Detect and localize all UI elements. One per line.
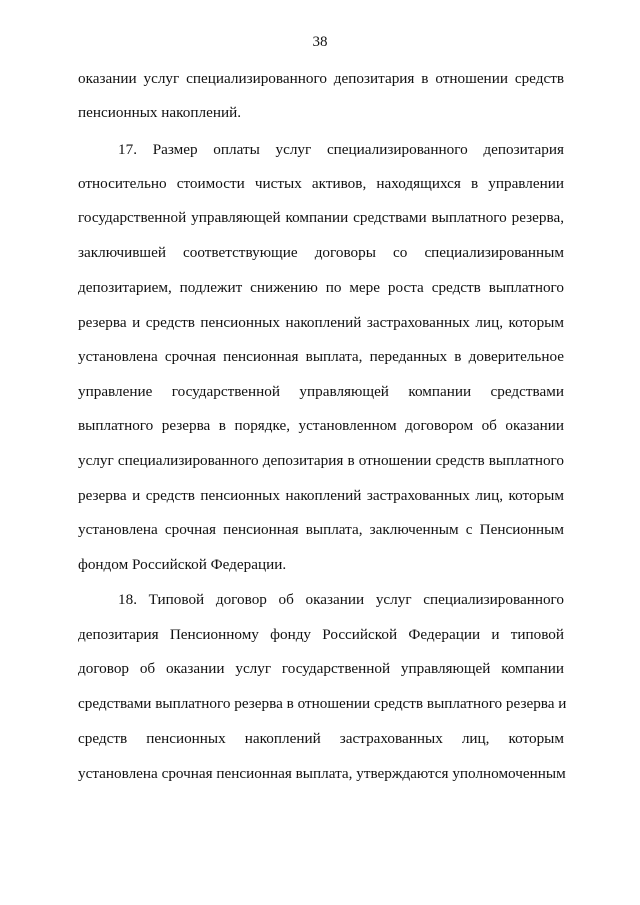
text-line: средств пенсионных накоплений застрахованных лиц, которым <box>78 730 564 747</box>
paragraph-18-first-line: 18. Типовой договор об оказании услуг специализированного <box>118 591 564 608</box>
text-line: пенсионных накоплений. <box>78 104 242 121</box>
text-line: фондом Российской Федерации. <box>78 556 287 573</box>
text-line: относительно стоимости чистых активов, находящихся в управлении <box>78 175 564 192</box>
text-line: оказании услуг специализированного депозитария в отношении средств <box>78 70 564 87</box>
text-line: депозитария Пенсионному фонду Российской Федерации и типовой <box>78 626 564 643</box>
text-line: управление государственной управляющей компании средствами <box>78 383 564 400</box>
text-line: выплатного резерва в порядке, установленном договором об оказании <box>78 417 564 434</box>
text-line: резерва и средств пенсионных накоплений застрахованных лиц, которым <box>78 314 564 331</box>
text-line: установлена срочная пенсионная выплата, переданных в доверительное <box>78 348 564 365</box>
paragraph-17-first-line: 17. Размер оплаты услуг специализированного депозитария <box>118 141 564 158</box>
text-line: услуг специализированного депозитария в отношении средств выплатного <box>78 452 564 469</box>
text-line: заключившей соответствующие договоры со специализированным <box>78 244 564 261</box>
text-line: средствами выплатного резерва в отношении средств выплатного резерва и <box>78 695 567 712</box>
text-line: депозитарием, подлежит снижению по мере роста средств выплатного <box>78 279 564 296</box>
text-line: резерва и средств пенсионных накоплений застрахованных лиц, которым <box>78 487 564 504</box>
text-line: установлена срочная пенсионная выплата, утверждаются уполномоченным <box>78 765 566 782</box>
text-line: договор об оказании услуг государственной управляющей компании <box>78 660 564 677</box>
text-line: государственной управляющей компании средствами выплатного резерва, <box>78 209 564 226</box>
text-line: установлена срочная пенсионная выплата, заключенным с Пенсионным <box>78 521 564 538</box>
page-number: 38 <box>312 34 328 50</box>
